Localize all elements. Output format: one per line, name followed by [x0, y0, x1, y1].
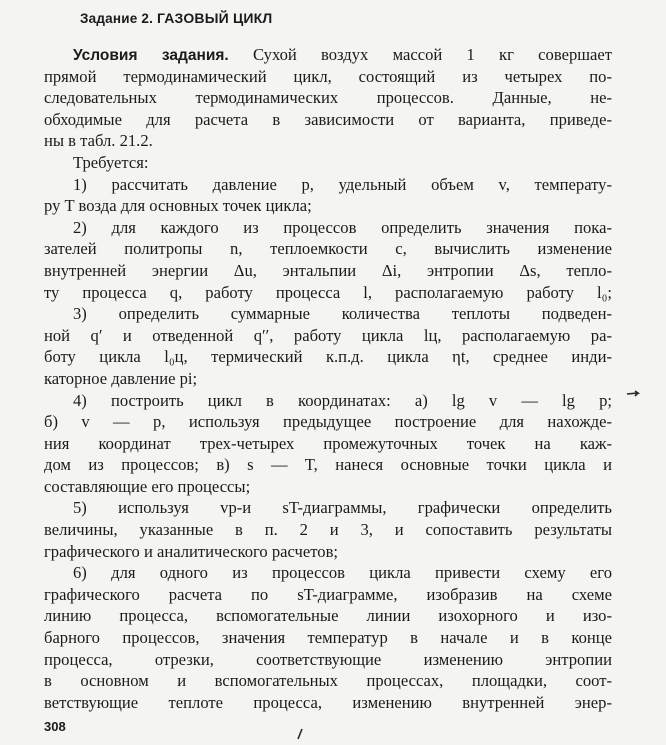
- text-line: барного процессов, значения температур в начале и в конце: [44, 628, 612, 648]
- text-line: 2) для каждого из процессов определить значения пока-: [73, 217, 612, 237]
- text-line: 5) используя vp-и sT-диаграммы, графически определить: [73, 498, 612, 518]
- text-line: ру T возда для основных точек цикла;: [44, 196, 312, 216]
- text-line: боту цикла l₀ц, термический к.п.д. цикла ηt, среднее инди-: [44, 347, 612, 367]
- text-line: б) v — p, используя предыдущее построение для нахожде-: [44, 412, 612, 432]
- text-line: ветствующие теплоте процесса, изменению внутренней энер-: [44, 692, 612, 712]
- text-line: в основном и вспомогательных процессах, площадки, соот-: [44, 671, 612, 691]
- text-line: дом из процессов; в) s — T, нанеся основные точки цикла и: [44, 455, 612, 475]
- text-line: внутренней энергии Δu, энтальпии Δi, энтропии Δs, тепло-: [44, 260, 612, 280]
- text-line: ной q′ и отведенной q′′, работу цикла lц, располагаемую ра-: [44, 325, 612, 345]
- text-line: обходимые для расчета в зависимости от варианта, приведе-: [44, 109, 612, 129]
- text-line: 6) для одного из процессов цикла привести схему его: [73, 563, 612, 583]
- text-line: каторное давление pi;: [44, 368, 198, 388]
- text-line: ны в табл. 21.2.: [44, 131, 153, 151]
- heading-prefix: Задание 2.: [80, 11, 157, 26]
- text-line: зателей политропы n, теплоемкости c, вычислить изменение: [44, 239, 612, 259]
- text-line: прямой термодинамический цикл, состоящий из четырех по-: [44, 66, 612, 86]
- text-line: величины, указанные в п. 2 и 3, и сопоставить результаты: [44, 520, 612, 540]
- heading-title: ГАЗОВЫЙ ЦИКЛ: [156, 10, 273, 26]
- text-line: ту процесса q, работу процесса l, располагаемую работу l₀;: [44, 282, 612, 302]
- text-line: 1) рассчитать давление p, удельный объем v, температу-: [73, 174, 612, 194]
- pen-mark: [296, 728, 304, 740]
- text-line: 4) построить цикл в координатах: а) lg v — lg p;: [73, 390, 612, 410]
- intro-label: Условия задания.: [73, 47, 229, 64]
- text-line: 3) определить суммарные количества теплоты подведен-: [73, 304, 612, 324]
- text-line: Требуется:: [73, 152, 149, 172]
- text-line: графического и аналитического расчетов;: [44, 541, 339, 561]
- task-text: [44, 44, 612, 713]
- text-line: линию процесса, вспомогательные линии изохорного и изо-: [44, 606, 612, 626]
- text-line: процесса, отрезки, соответствующие изменению энтропии: [44, 649, 612, 669]
- text-line: следовательных термодинамических процессов. Данные, не-: [44, 88, 612, 108]
- section-heading: [80, 10, 272, 26]
- text-line: составляющие его процессы;: [44, 476, 251, 496]
- text-line: Условия задания. Сухой воздух массой 1 кг совершает: [73, 45, 612, 64]
- text-line: графического расчета по sT-диаграмме, изобразив на схеме: [44, 584, 612, 604]
- pen-mark: [626, 389, 642, 399]
- page-number: 308: [44, 719, 66, 734]
- text-line: ния координат трех-четырех промежуточных точек на каж-: [44, 433, 612, 453]
